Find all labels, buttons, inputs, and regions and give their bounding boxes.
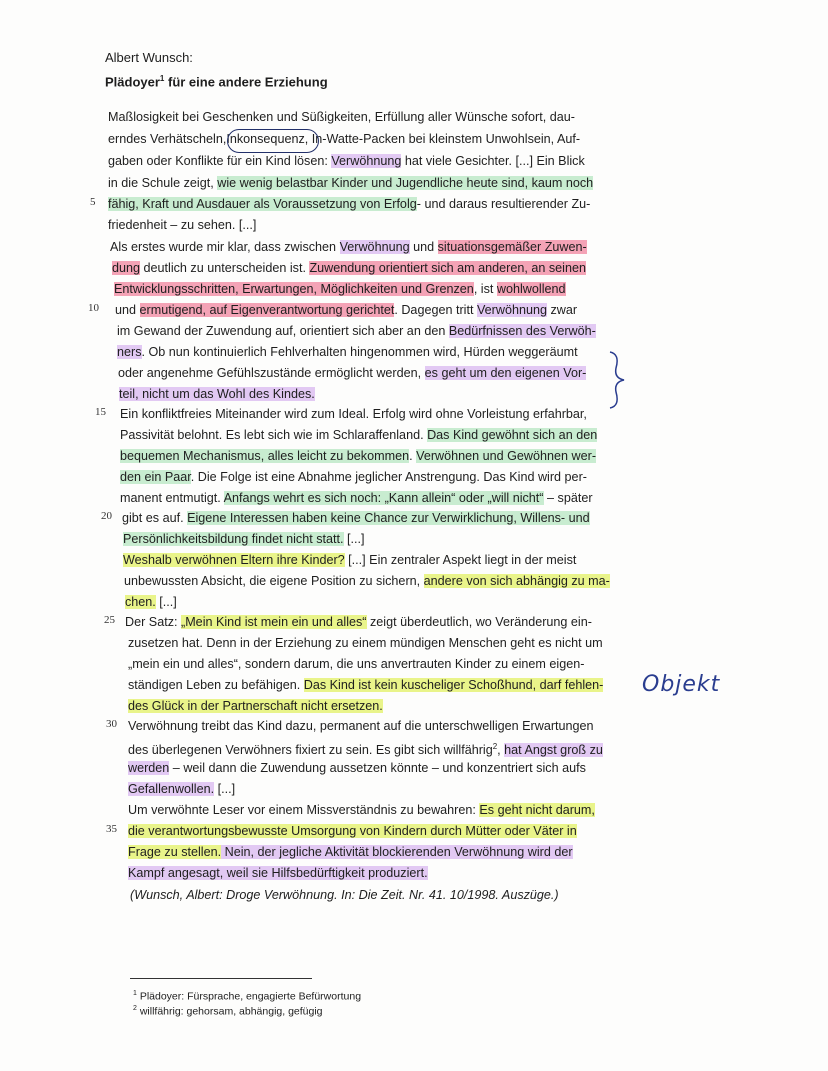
- text-line: des überlegenen Verwöhners fixiert zu sein. Es gibt sich willfährig$^2$, hat Angst groß zu: [128, 742, 603, 758]
- text-line: manent entmutigt. Anfangs wehrt es sich noch: „Kann allein“ oder „will nicht“ – später: [120, 491, 593, 505]
- text-line: teil, nicht um das Wohl des Kindes.: [119, 387, 315, 401]
- footnote: $^2$ willfährig: gehorsam, abhängig, gefügig: [133, 1005, 323, 1018]
- text-line: Persönlichkeitsbildung findet nicht statt. [...]: [123, 532, 365, 546]
- line-number: 30: [106, 718, 117, 730]
- text-line: dung deutlich zu unterscheiden ist. Zuwendung orientiert sich am anderen, an seinen: [112, 261, 586, 275]
- handwritten-margin-note: Objekt: [642, 672, 721, 697]
- ink-brace-annotation: [606, 350, 630, 410]
- text-line: Frage zu stellen. Nein, der jegliche Aktivität blockierenden Verwöhnung wird der: [128, 845, 573, 859]
- text-line: fähig, Kraft und Ausdauer als Voraussetzung von Erfolg- und daraus resultierender Zu-: [108, 197, 591, 211]
- footnote: $^1$ Plädoyer: Fürsprache, engagierte Befürwortung: [133, 990, 362, 1003]
- text-line: friedenheit – zu sehen. [...]: [108, 218, 257, 232]
- text-line: Ein konfliktfreies Miteinander wird zum Ideal. Erfolg wird ohne Vorleistung erfahrbar,: [120, 407, 587, 421]
- line-number: 25: [104, 614, 115, 626]
- text-line: werden – weil dann die Zuwendung aussetzen könnte – und konzentriert sich aufs: [128, 761, 586, 775]
- text-line: „mein ein und alles“, sondern darum, die uns anvertrauten Kinder zu einem eigen-: [128, 657, 585, 671]
- footnote-divider: [130, 978, 312, 979]
- text-line: ners. Ob nun kontinuierlich Fehlverhalten hingenommen wird, Hürden weggeräumt: [117, 345, 578, 359]
- text-line: und ermutigend, auf Eigenverantwortung gerichtet. Dagegen tritt Verwöhnung zwar: [115, 303, 578, 317]
- line-number: 5: [90, 196, 96, 208]
- text-line: oder angenehme Gefühlszustände ermöglicht werden, es geht um den eigenen Vor-: [118, 366, 587, 380]
- text-line: Als erstes wurde mir klar, dass zwischen Verwöhnung und situationsgemäßer Zuwen-: [110, 240, 587, 254]
- citation: (Wunsch, Albert: Droge Verwöhnung. In: Die Zeit. Nr. 41. 10/1998. Auszüge.): [130, 888, 559, 902]
- line-number: 35: [106, 823, 117, 835]
- text-line: Passivität belohnt. Es lebt sich wie im Schlaraffenland. Das Kind gewöhnt sich an den: [120, 428, 598, 442]
- line-number: 15: [95, 406, 106, 418]
- text-line: Weshalb verwöhnen Eltern ihre Kinder? [...] Ein zentraler Aspekt liegt in der meist: [123, 553, 577, 567]
- text-line: gaben oder Konflikte für ein Kind lösen: Verwöhnung hat viele Gesichter. [...] Ein Blick: [108, 154, 585, 168]
- line-number: 10: [88, 302, 99, 314]
- line-number: 20: [101, 510, 112, 522]
- document-title: Plädoyer$^1$ für eine andere Erziehung: [105, 74, 328, 90]
- text-line: des Glück in der Partnerschaft nicht ersetzen.: [128, 699, 383, 713]
- text-line: Der Satz: „Mein Kind ist mein ein und alles“ zeigt überdeutlich, wo Veränderung ein-: [125, 615, 592, 629]
- text-line: den ein Paar. Die Folge ist eine Abnahme jeglicher Anstrengung. Das Kind wird per-: [120, 470, 587, 484]
- ink-circle-annotation: [227, 129, 319, 153]
- text-line: bequemen Mechanismus, alles leicht zu bekommen. Verwöhnen und Gewöhnen wer-: [120, 449, 597, 463]
- text-line: gibt es auf. Eigene Interessen haben keine Chance zur Verwirklichung, Willens- und: [122, 511, 590, 525]
- text-line: erndes Verhätscheln,Inkonsequenz, In-Watte-Packen bei kleinstem Unwohlsein, Auf-: [108, 132, 581, 146]
- text-line: Maßlosigkeit bei Geschenken und Süßigkeiten, Erfüllung aller Wünsche sofort, dau-: [108, 110, 575, 124]
- text-line: ständigen Leben zu befähigen. Das Kind ist kein kuscheliger Schoßhund, darf fehlen-: [128, 678, 604, 692]
- text-line: unbewussten Absicht, die eigene Position zu sichern, andere von sich abhängig zu ma-: [124, 574, 610, 588]
- text-line: im Gewand der Zuwendung auf, orientiert sich aber an den Bedürfnissen des Verwöh-: [117, 324, 596, 338]
- text-line: die verantwortungsbewusste Umsorgung von Kindern durch Mütter oder Väter in: [128, 824, 577, 838]
- text-line: Verwöhnung treibt das Kind dazu, permanent auf die unterschwelligen Erwartungen: [128, 719, 594, 733]
- text-line: Gefallenwollen. [...]: [128, 782, 236, 796]
- text-line: Kampf angesagt, weil sie Hilfsbedürftigkeit produziert.: [128, 866, 428, 880]
- text-line: Entwicklungsschritten, Erwartungen, Möglichkeiten und Grenzen, ist wohlwollend: [114, 282, 566, 296]
- text-line: Um verwöhnte Leser vor einem Missverständnis zu bewahren: Es geht nicht darum,: [128, 803, 595, 817]
- author-line: Albert Wunsch:: [105, 50, 193, 65]
- text-line: zusetzen hat. Denn in der Erziehung zu einem mündigen Menschen geht es nicht um: [128, 636, 603, 650]
- text-line: chen. [...]: [125, 595, 177, 609]
- text-line: in die Schule zeigt, wie wenig belastbar Kinder und Jugendliche heute sind, kaum noch: [108, 176, 594, 190]
